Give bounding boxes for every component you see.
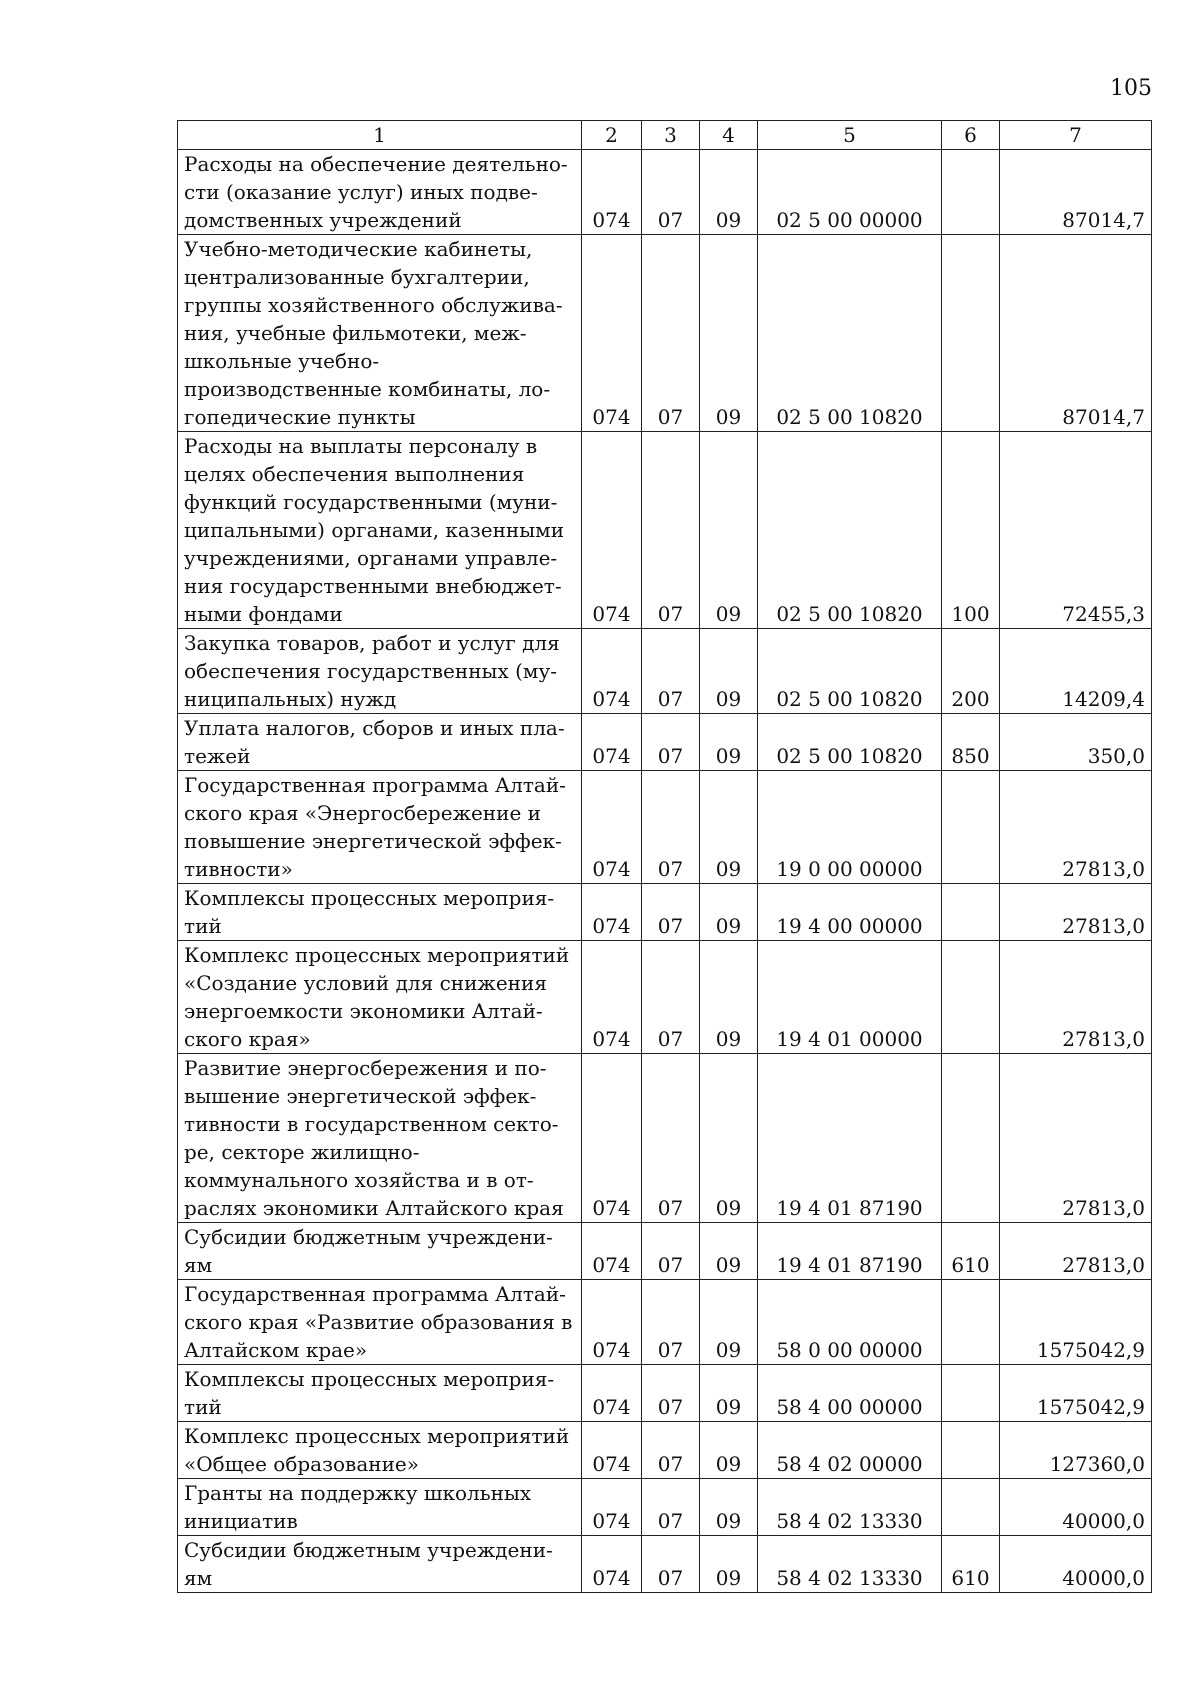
cell-target-article: 02 5 00 10820: [758, 432, 942, 629]
cell-name-line: школьные учебно-: [184, 349, 380, 373]
cell-name-line: Развитие энергосбережения и по-: [184, 1056, 547, 1080]
cell-section: 07: [642, 1479, 700, 1536]
cell-section: 07: [642, 1223, 700, 1280]
cell-amount: 14209,4: [1000, 629, 1152, 714]
table-row: [178, 150, 1152, 235]
cell-name-line: ям: [184, 1566, 213, 1590]
cell-grbs: 074: [582, 884, 642, 941]
table-row: [178, 235, 1152, 432]
cell-name-line: группы хозяйственного обслужива-: [184, 293, 563, 317]
cell-subsection: 09: [700, 1536, 758, 1593]
cell-name-line: ям: [184, 1253, 213, 1277]
budget-table: [177, 120, 1152, 1593]
cell-target-article: 58 4 02 00000: [758, 1422, 942, 1479]
cell-grbs: 074: [582, 235, 642, 432]
cell-name-line: Расходы на обеспечение деятельно-: [184, 152, 568, 176]
cell-amount: 27813,0: [1000, 771, 1152, 884]
table-row: [178, 1365, 1152, 1422]
cell-subsection: 09: [700, 1365, 758, 1422]
cell-target-article: 02 5 00 10820: [758, 235, 942, 432]
cell-section: 07: [642, 1280, 700, 1365]
cell-subsection: 09: [700, 1280, 758, 1365]
cell-name-line: инициатив: [184, 1509, 298, 1533]
cell-expense-type: [942, 1479, 1000, 1536]
cell-name: [178, 629, 582, 714]
cell-name-line: Алтайском крае»: [184, 1338, 368, 1362]
cell-name-line: Комплекс процессных мероприятий: [184, 1424, 570, 1448]
cell-target-article: 02 5 00 10820: [758, 714, 942, 771]
cell-section: 07: [642, 1422, 700, 1479]
header-col-2: 2: [582, 121, 642, 150]
cell-section: 07: [642, 714, 700, 771]
cell-name-line: ского края «Энергосбережение и: [184, 801, 541, 825]
cell-amount: 40000,0: [1000, 1536, 1152, 1593]
cell-subsection: 09: [700, 884, 758, 941]
cell-expense-type: 200: [942, 629, 1000, 714]
cell-name-line: Субсидии бюджетным учреждени-: [184, 1225, 553, 1249]
table-row: [178, 1223, 1152, 1280]
cell-target-article: 19 4 01 87190: [758, 1054, 942, 1223]
cell-amount: 350,0: [1000, 714, 1152, 771]
cell-subsection: 09: [700, 1422, 758, 1479]
cell-name-line: ского края»: [184, 1027, 311, 1051]
cell-amount: 40000,0: [1000, 1479, 1152, 1536]
cell-expense-type: 100: [942, 432, 1000, 629]
cell-amount: 27813,0: [1000, 884, 1152, 941]
cell-expense-type: [942, 150, 1000, 235]
cell-section: 07: [642, 150, 700, 235]
table-body: [178, 150, 1152, 1593]
page-number: 105: [1110, 76, 1152, 101]
cell-name-line: производственные комбинаты, ло-: [184, 377, 551, 401]
cell-amount: 87014,7: [1000, 235, 1152, 432]
cell-subsection: 09: [700, 941, 758, 1054]
cell-amount: 72455,3: [1000, 432, 1152, 629]
cell-section: 07: [642, 1536, 700, 1593]
cell-section: 07: [642, 1054, 700, 1223]
cell-name-line: Гранты на поддержку школьных: [184, 1481, 532, 1505]
cell-name-line: целях обеспечения выполнения: [184, 462, 525, 486]
cell-grbs: 074: [582, 1365, 642, 1422]
cell-subsection: 09: [700, 1054, 758, 1223]
cell-grbs: 074: [582, 941, 642, 1054]
cell-name-line: ния, учебные фильмотеки, меж-: [184, 321, 527, 345]
table-row: [178, 1280, 1152, 1365]
cell-name-line: тежей: [184, 744, 251, 768]
header-col-7: 7: [1000, 121, 1152, 150]
cell-subsection: 09: [700, 150, 758, 235]
cell-name-line: учреждениями, органами управле-: [184, 546, 558, 570]
cell-name-line: ципальными) органами, казенными: [184, 518, 565, 542]
cell-section: 07: [642, 432, 700, 629]
cell-name: [178, 1365, 582, 1422]
cell-name-line: ными фондами: [184, 602, 343, 626]
table-row: [178, 714, 1152, 771]
cell-target-article: 19 0 00 00000: [758, 771, 942, 884]
table-row: [178, 1536, 1152, 1593]
cell-name-line: Комплексы процессных мероприя-: [184, 886, 555, 910]
cell-amount: 27813,0: [1000, 941, 1152, 1054]
cell-name-line: тивности»: [184, 857, 293, 881]
table-row: [178, 1054, 1152, 1223]
cell-grbs: 074: [582, 1280, 642, 1365]
table-row: [178, 941, 1152, 1054]
cell-section: 07: [642, 1365, 700, 1422]
header-row: [178, 121, 1152, 150]
cell-amount: 1575042,9: [1000, 1280, 1152, 1365]
cell-name: [178, 150, 582, 235]
cell-name-line: централизованные бухгалтерии,: [184, 265, 530, 289]
table-row: [178, 771, 1152, 884]
cell-name: [178, 941, 582, 1054]
cell-subsection: 09: [700, 714, 758, 771]
cell-name-line: сти (оказание услуг) иных подве-: [184, 180, 538, 204]
cell-subsection: 09: [700, 629, 758, 714]
cell-target-article: 02 5 00 10820: [758, 629, 942, 714]
cell-grbs: 074: [582, 150, 642, 235]
table-row: [178, 1422, 1152, 1479]
header-col-4: 4: [700, 121, 758, 150]
cell-amount: 1575042,9: [1000, 1365, 1152, 1422]
cell-expense-type: [942, 1054, 1000, 1223]
cell-amount: 27813,0: [1000, 1223, 1152, 1280]
cell-name-line: ния государственными внебюджет-: [184, 574, 562, 598]
cell-name-line: Закупка товаров, работ и услуг для: [184, 631, 560, 655]
cell-name-line: Учебно-методические кабинеты,: [184, 237, 533, 261]
cell-expense-type: [942, 771, 1000, 884]
header-col-1: 1: [178, 121, 582, 150]
cell-target-article: 58 0 00 00000: [758, 1280, 942, 1365]
cell-name: [178, 1536, 582, 1593]
cell-name-line: вышение энергетической эффек-: [184, 1084, 537, 1108]
cell-expense-type: [942, 884, 1000, 941]
cell-name-line: Субсидии бюджетным учреждени-: [184, 1538, 553, 1562]
cell-name: [178, 714, 582, 771]
cell-section: 07: [642, 771, 700, 884]
cell-target-article: 58 4 02 13330: [758, 1536, 942, 1593]
cell-section: 07: [642, 884, 700, 941]
cell-expense-type: [942, 1422, 1000, 1479]
cell-name-line: обеспечения государственных (му-: [184, 659, 557, 683]
cell-name-line: «Создание условий для снижения: [184, 971, 547, 995]
cell-grbs: 074: [582, 1536, 642, 1593]
cell-expense-type: [942, 235, 1000, 432]
cell-grbs: 074: [582, 432, 642, 629]
cell-amount: 87014,7: [1000, 150, 1152, 235]
cell-target-article: 58 4 00 00000: [758, 1365, 942, 1422]
cell-name-line: гопедические пункты: [184, 405, 416, 429]
table-row: [178, 432, 1152, 629]
cell-section: 07: [642, 941, 700, 1054]
cell-grbs: 074: [582, 1054, 642, 1223]
cell-expense-type: 610: [942, 1223, 1000, 1280]
cell-name-line: Уплата налогов, сборов и иных пла-: [184, 716, 565, 740]
cell-name-line: домственных учреждений: [184, 208, 462, 232]
cell-subsection: 09: [700, 771, 758, 884]
cell-grbs: 074: [582, 714, 642, 771]
table-row: [178, 1479, 1152, 1536]
cell-name: [178, 235, 582, 432]
cell-name-line: тий: [184, 1395, 222, 1419]
cell-grbs: 074: [582, 1422, 642, 1479]
cell-section: 07: [642, 235, 700, 432]
cell-target-article: 02 5 00 00000: [758, 150, 942, 235]
cell-name-line: тивности в государственном секто-: [184, 1112, 559, 1136]
cell-subsection: 09: [700, 432, 758, 629]
cell-name-line: ре, секторе жилищно-: [184, 1140, 420, 1164]
cell-name-line: энергоемкости экономики Алтай-: [184, 999, 543, 1023]
cell-name-line: тий: [184, 914, 222, 938]
cell-amount: 27813,0: [1000, 1054, 1152, 1223]
cell-expense-type: [942, 1365, 1000, 1422]
cell-name-line: Государственная программа Алтай-: [184, 773, 566, 797]
cell-name-line: раслях экономики Алтайского края: [184, 1196, 564, 1220]
cell-expense-type: [942, 941, 1000, 1054]
cell-target-article: 19 4 01 00000: [758, 941, 942, 1054]
header-col-3: 3: [642, 121, 700, 150]
cell-name-line: ского края «Развитие образования в: [184, 1310, 573, 1334]
cell-name-line: Расходы на выплаты персоналу в: [184, 434, 538, 458]
cell-target-article: 19 4 00 00000: [758, 884, 942, 941]
cell-grbs: 074: [582, 629, 642, 714]
table-row: [178, 629, 1152, 714]
header-col-5: 5: [758, 121, 942, 150]
cell-name-line: повышение энергетической эффек-: [184, 829, 562, 853]
cell-target-article: 58 4 02 13330: [758, 1479, 942, 1536]
cell-section: 07: [642, 629, 700, 714]
cell-name: [178, 884, 582, 941]
cell-expense-type: [942, 1280, 1000, 1365]
cell-name-line: коммунального хозяйства и в от-: [184, 1168, 534, 1192]
cell-amount: 127360,0: [1000, 1422, 1152, 1479]
cell-name: [178, 1280, 582, 1365]
cell-name: [178, 1422, 582, 1479]
cell-subsection: 09: [700, 1479, 758, 1536]
cell-name: [178, 1223, 582, 1280]
cell-name: [178, 771, 582, 884]
cell-name: [178, 1479, 582, 1536]
cell-subsection: 09: [700, 235, 758, 432]
cell-name: [178, 1054, 582, 1223]
cell-name: [178, 432, 582, 629]
cell-name-line: Комплексы процессных мероприя-: [184, 1367, 555, 1391]
cell-expense-type: 850: [942, 714, 1000, 771]
cell-name-line: Государственная программа Алтай-: [184, 1282, 566, 1306]
cell-grbs: 074: [582, 1223, 642, 1280]
cell-grbs: 074: [582, 1479, 642, 1536]
header-col-6: 6: [942, 121, 1000, 150]
cell-expense-type: 610: [942, 1536, 1000, 1593]
cell-name-line: ниципальных) нужд: [184, 687, 397, 711]
table-header: [178, 121, 1152, 150]
cell-name-line: «Общее образование»: [184, 1452, 419, 1476]
cell-name-line: Комплекс процессных мероприятий: [184, 943, 570, 967]
table-row: [178, 884, 1152, 941]
cell-name-line: функций государственными (муни-: [184, 490, 558, 514]
cell-subsection: 09: [700, 1223, 758, 1280]
cell-target-article: 19 4 01 87190: [758, 1223, 942, 1280]
cell-grbs: 074: [582, 771, 642, 884]
